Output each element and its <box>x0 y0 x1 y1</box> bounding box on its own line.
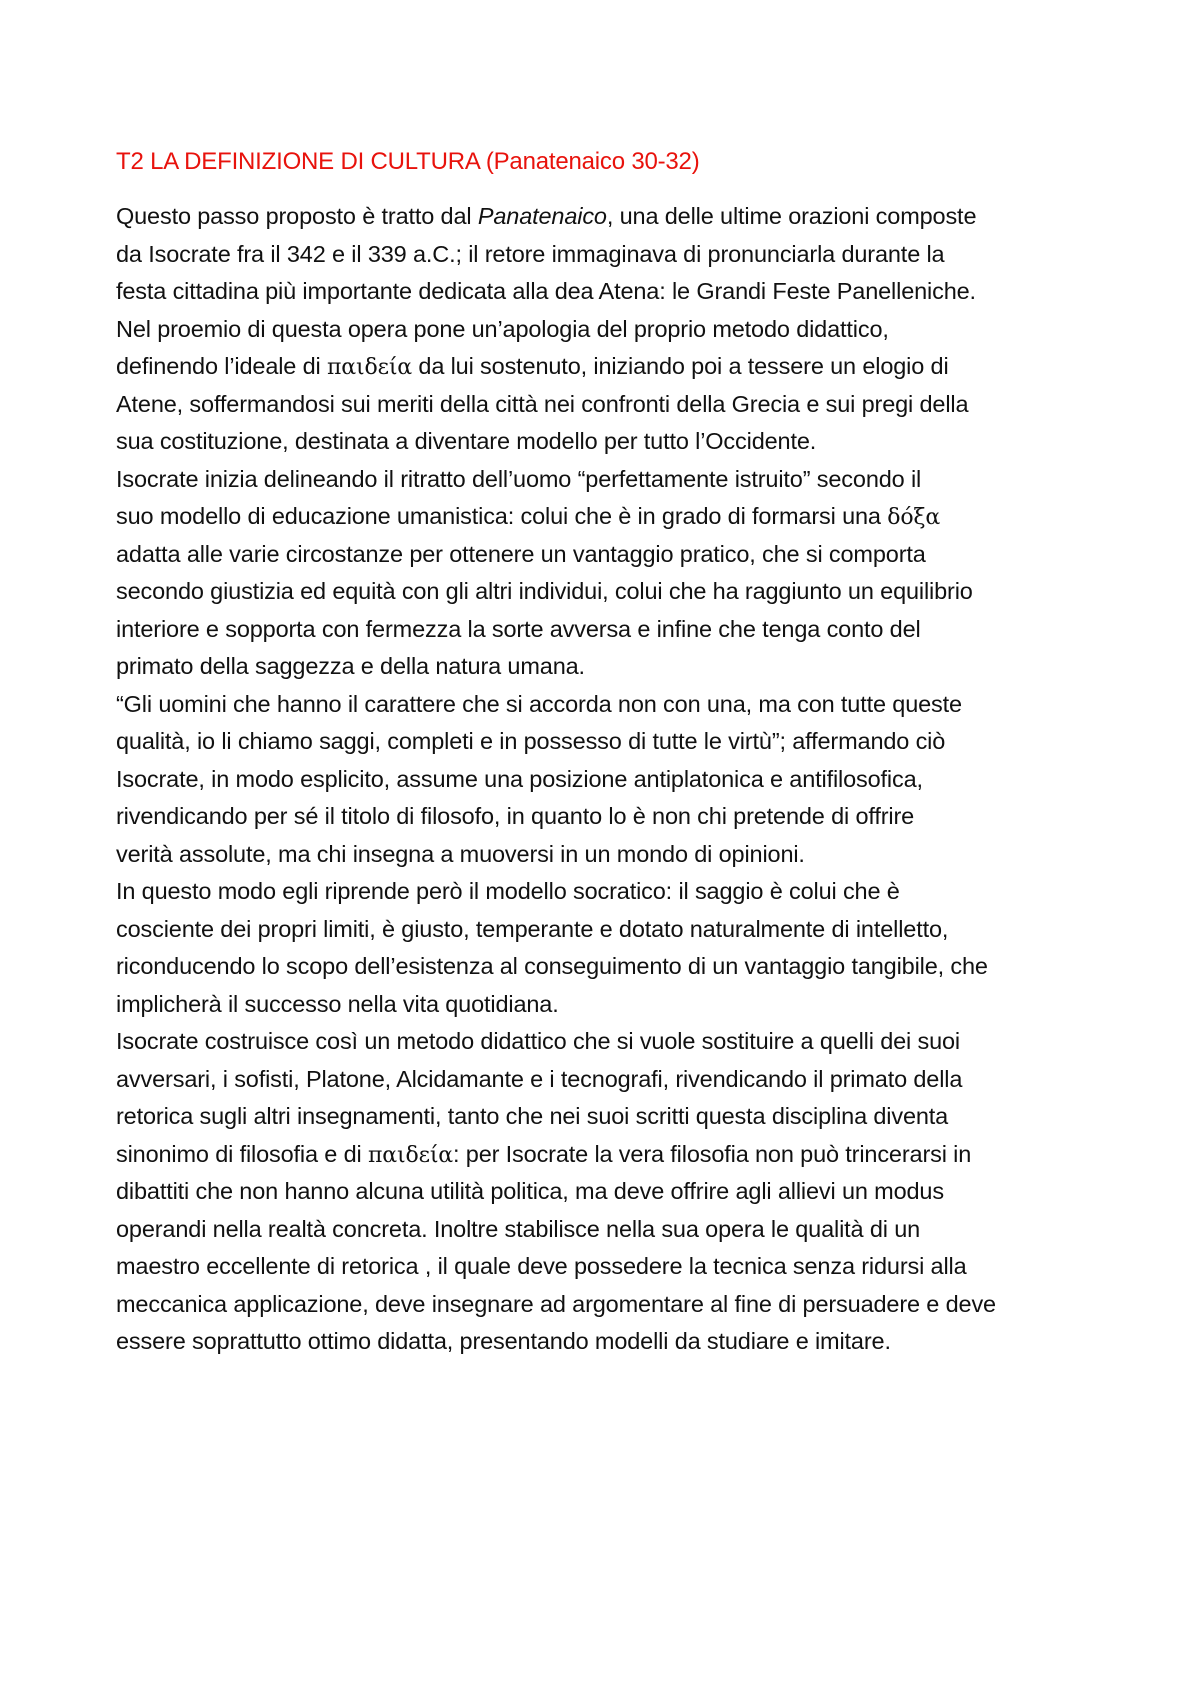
line-text: verità assolute, ma chi insegna a muoversi in un mondo di opinioni. <box>116 840 805 867</box>
text-line <box>116 648 1116 686</box>
line-text: : per Isocrate la vera filosofia non può trincerarsi in <box>453 1140 972 1167</box>
line-text: festa cittadina più importante dedicata alla dea Atena: le Grandi Feste Panelleniche. <box>116 278 976 304</box>
text-line <box>116 1023 1116 1061</box>
document-body <box>116 198 1116 1361</box>
text-line <box>116 273 1116 311</box>
text-line <box>116 836 1116 874</box>
text-line <box>116 1098 1116 1136</box>
text-line <box>116 761 1116 799</box>
text-line <box>116 1061 1116 1099</box>
line-text: interiore e sopporta con fermezza la sorte avversa e infine che tenga conto del <box>116 615 921 642</box>
italic-title: Panatenaico <box>477 203 607 229</box>
line-text: operandi nella realtà concreta. Inoltre stabilisce nella sua opera le qualità di un <box>116 1215 921 1242</box>
text-line <box>116 573 1116 611</box>
line-text: cosciente dei propri limiti, è giusto, temperante e dotato naturalmente di intelletto, <box>116 915 949 942</box>
line-text: implicherà il successo nella vita quotidiana. <box>116 990 559 1017</box>
text-line <box>116 686 1116 724</box>
line-text: Atene, soffermandosi sui meriti della città nei confronti della Grecia e sui pregi della <box>116 390 969 417</box>
text-line <box>116 948 1116 986</box>
text-line <box>116 723 1116 761</box>
line-text: dibattiti che non hanno alcuna utilità politica, ma deve offrire agli allievi un modus <box>116 1178 944 1204</box>
text-line <box>116 498 1116 536</box>
line-text: essere soprattutto ottimo didatta, presentando modelli da studiare e imitare. <box>116 1328 891 1354</box>
line-text: primato della saggezza e della natura umana. <box>116 653 585 679</box>
text-line <box>116 1136 1116 1174</box>
line-text: Isocrate, in modo esplicito, assume una posizione antiplatonica e antifilosofica, <box>116 765 923 792</box>
text-line <box>116 873 1116 911</box>
line-text: qualità, io li chiamo saggi, completi e in possesso di tutte le virtù”; affermando ciò <box>116 728 946 754</box>
line-text: Nel proemio di questa opera pone un’apologia del proprio metodo didattico, <box>116 315 889 342</box>
line-text: Isocrate costruisce così un metodo didattico che si vuole sostituire a quelli dei suoi <box>116 1028 960 1054</box>
text-line <box>116 1323 1116 1361</box>
line-text: da Isocrate fra il 342 e il 339 a.C.; il retore immaginava di pronunciarla durante la <box>116 240 945 267</box>
text-line <box>116 423 1116 461</box>
line-text: “Gli uomini che hanno il carattere che si accorda non con una, ma con tutte queste <box>116 690 962 717</box>
line-text: sua costituzione, destinata a diventare modello per tutto l’Occidente. <box>116 428 817 454</box>
line-text: Isocrate inizia delineando il ritratto dell’uomo “perfettamente istruito” secondo il <box>116 465 922 492</box>
line-text: sinonimo di filosofia e di <box>116 1140 368 1167</box>
text-line <box>116 986 1116 1024</box>
text-line <box>116 1173 1116 1211</box>
line-text: riconducendo lo scopo dell’esistenza al conseguimento di un vantaggio tangibile, che <box>116 953 988 979</box>
greek-term: παιδεία <box>367 1142 454 1168</box>
greek-term: δόξα <box>887 505 941 530</box>
text-line <box>116 1286 1116 1324</box>
line-text: , una delle ultime orazioni composte <box>606 203 977 229</box>
line-text: In questo modo egli riprende però il modello socratico: il saggio è colui che è <box>116 878 900 904</box>
text-line <box>116 536 1116 574</box>
text-line <box>116 461 1116 499</box>
text-line <box>116 911 1116 949</box>
greek-term: παιδεία <box>326 355 413 380</box>
line-text: maestro eccellente di retorica , il quale deve possedere la tecnica senza ridursi alla <box>116 1253 967 1279</box>
document-title: T2 LA DEFINIZIONE DI CULTURA (Panatenaico 30-32) <box>116 148 700 175</box>
text-line <box>116 611 1116 649</box>
text-line <box>116 798 1116 836</box>
line-text: Questo passo proposto è tratto dal <box>116 203 478 229</box>
text-line <box>116 348 1116 386</box>
line-text: rivendicando per sé il titolo di filosofo, in quanto lo è non chi pretende di offrire <box>116 803 915 829</box>
text-line <box>116 1211 1116 1249</box>
text-line <box>116 386 1116 424</box>
line-text: retorica sugli altri insegnamenti, tanto che nei suoi scritti questa disciplina diventa <box>116 1103 949 1129</box>
line-text: da lui sostenuto, iniziando poi a tessere un elogio di <box>412 353 949 379</box>
text-line <box>116 198 1116 236</box>
line-text: suo modello di educazione umanistica: colui che è in grado di formarsi una <box>116 503 888 529</box>
text-line <box>116 311 1116 349</box>
text-line <box>116 1248 1116 1286</box>
line-text: secondo giustizia ed equità con gli altri individui, colui che ha raggiunto un equilibrio <box>116 578 973 604</box>
line-text: definendo l’ideale di <box>116 353 327 379</box>
line-text: avversari, i sofisti, Platone, Alcidamante e i tecnografi, rivendicando il primato della <box>116 1065 963 1092</box>
line-text: meccanica applicazione, deve insegnare ad argomentare al fine di persuadere e deve <box>116 1290 996 1317</box>
text-line <box>116 236 1116 274</box>
line-text: adatta alle varie circostanze per ottenere un vantaggio pratico, che si comporta <box>116 540 926 567</box>
